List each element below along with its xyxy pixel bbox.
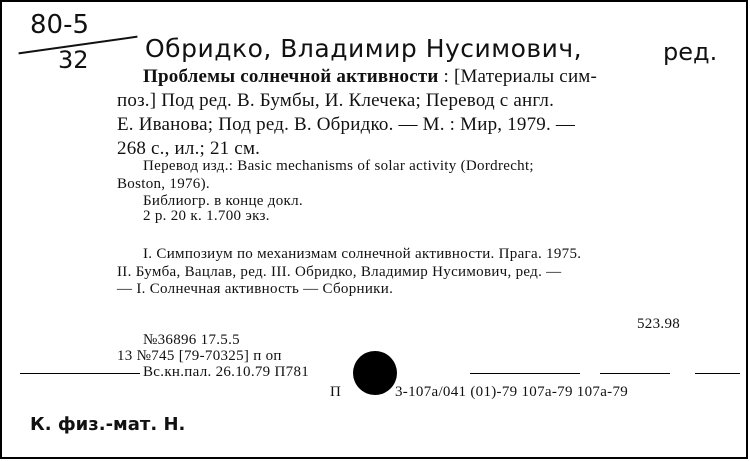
title-rest: : [Материалы сим- xyxy=(438,66,598,87)
code-prefix: П xyxy=(330,384,342,400)
tracing-line-3: — I. Солнечная активность — Сборники. xyxy=(117,281,394,297)
cut-line-end xyxy=(695,373,740,374)
translation-note-2: Boston, 1976). xyxy=(117,176,210,192)
description-line-4: 268 с., ил.; 21 см. xyxy=(117,138,261,159)
price-note: 2 р. 20 к. 1.700 экз. xyxy=(143,208,270,224)
translation-note-1: Перевод изд.: Basic mechanisms of solar activity (Dordrecht; xyxy=(143,158,534,174)
title-line xyxy=(143,66,597,88)
code-line: 3-107а/041 (01)-79 107а-79 107а-79 xyxy=(395,384,629,400)
title-bold: Проблемы солнечной активности xyxy=(143,66,439,87)
tracing-line-2: II. Бумба, Вацлав, ред. III. Обридко, Владимир Нусимович, ред. — xyxy=(117,264,562,280)
description-line-3: Е. Иванова; Под ред. В. Обридко. — М. : Мир, 1979. — xyxy=(117,114,576,135)
editor-handwritten: ред. xyxy=(663,38,718,66)
record-number: №36896 17.5.5 xyxy=(143,332,240,348)
description-line-2: поз.] Под ред. В. Бумбы, И. Клечека; Перевод с англ. xyxy=(117,90,555,111)
punch-hole xyxy=(353,351,397,395)
tracing-line-1: I. Симпозиум по механизмам солнечной активности. Прага. 1975. xyxy=(143,246,582,262)
author-handwritten: Обридко, Владимир Нусимович, xyxy=(145,34,583,63)
chamber-stamp: Вс.кн.пал. 26.10.79 П781 xyxy=(143,364,310,380)
cut-line-left xyxy=(20,373,140,374)
bibliography-note: Библиогр. в конце докл. xyxy=(143,193,303,209)
bottom-handwritten-note: К. физ.-мат. Н. xyxy=(30,414,186,435)
call-number-top: 80-5 xyxy=(30,10,90,40)
classification-number: 523.98 xyxy=(637,316,681,332)
call-number-bottom: 32 xyxy=(58,46,89,74)
order-line: 13 №745 [79-70325] п оп xyxy=(117,348,282,364)
cut-line-mid xyxy=(470,373,580,374)
cut-line-right xyxy=(600,373,670,374)
